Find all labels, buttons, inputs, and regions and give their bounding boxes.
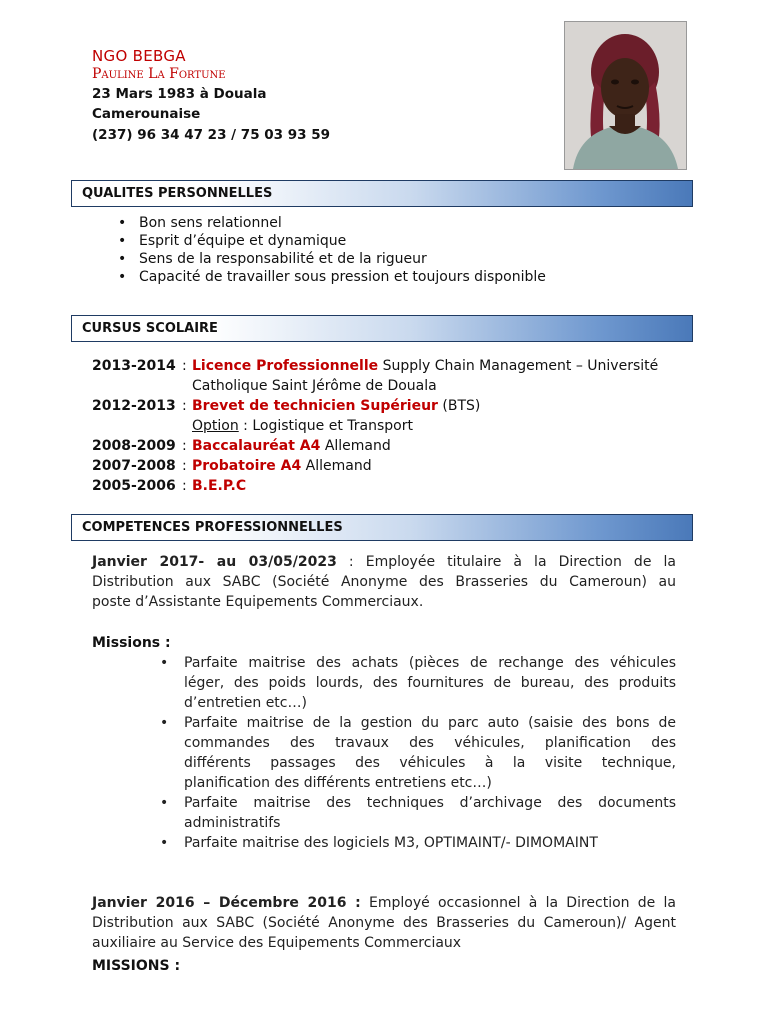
- degree-name: Brevet de technicien Supérieur: [192, 398, 438, 414]
- missions-label: Missions :: [92, 635, 171, 651]
- last-name: NGO BEBGA: [92, 47, 186, 65]
- job-description: auxiliaire au Service des Equipements Commerciaux: [92, 935, 462, 951]
- job-description: Distribution aux SABC (Société Anonyme des Brasseries du Cameroun) au: [92, 574, 676, 590]
- list-item: • Esprit d’équipe et dynamique: [118, 232, 546, 250]
- profile-photo: [564, 21, 687, 170]
- mission-text: léger, des poids lourds, des fournitures de bureau, des produits: [184, 675, 676, 691]
- first-names: Pauline La Fortune: [92, 66, 226, 82]
- separator: :: [182, 478, 187, 494]
- separator: :: [182, 358, 187, 374]
- section-header-cursus: [71, 315, 693, 342]
- education-year: 2007-2008: [92, 458, 176, 474]
- mission-text: administratifs: [184, 815, 281, 831]
- separator: :: [182, 458, 187, 474]
- mission-text: • Parfaite maitrise des techniques d’archivage des documents: [184, 795, 676, 811]
- list-item: • Sens de la responsabilité et de la rigueur: [118, 250, 546, 268]
- degree-detail: Catholique Saint Jérôme de Douala: [192, 378, 437, 394]
- mission-text: planification des différents entretiens etc…): [184, 775, 492, 791]
- mission-text: commandes des travaux des véhicules, planification des: [184, 735, 676, 751]
- section-header-qualites: [71, 180, 693, 207]
- phone-numbers: (237) 96 34 47 23 / 75 03 93 59: [92, 127, 331, 143]
- mission-text: d’entretien etc…): [184, 695, 307, 711]
- education-year: 2012-2013: [92, 398, 176, 414]
- separator: :: [182, 398, 187, 414]
- option-text: : Logistique et Transport: [238, 418, 413, 434]
- degree-detail: Allemand: [301, 458, 372, 474]
- degree-name: Probatoire A4: [192, 458, 302, 474]
- education-year: 2005-2006: [92, 478, 176, 494]
- missions-list: [160, 653, 676, 853]
- education-year: 2013-2014: [92, 358, 176, 374]
- option-label: Option: [192, 418, 239, 434]
- job-description: poste d’Assistante Equipements Commerciaux.: [92, 594, 424, 610]
- separator: :: [182, 438, 187, 454]
- job-period: Janvier 2016 – Décembre 2016 :: [92, 895, 361, 911]
- mission-text: • Parfaite maitrise des achats (pièces de rechange des véhicules: [184, 655, 676, 671]
- job-entry-2: [92, 893, 676, 953]
- mission-text: • Parfaite maitrise des logiciels M3, OPTIMAINT/- DIMOMAINT: [184, 835, 598, 851]
- section-header-competences: [71, 514, 693, 541]
- education-list: [92, 356, 692, 502]
- job-period: Janvier 2017- au 03/05/2023: [92, 554, 337, 570]
- section-title: QUALITES PERSONNELLES: [82, 186, 273, 201]
- list-item: [160, 653, 676, 713]
- section-title: COMPETENCES PROFESSIONNELLES: [82, 520, 343, 535]
- list-item: • Capacité de travailler sous pression et toujours disponible: [118, 268, 546, 286]
- separator: :: [336, 554, 366, 570]
- mission-text: • Parfaite maitrise de la gestion du parc auto (saisie des bons de: [184, 715, 676, 731]
- degree-detail: Allemand: [320, 438, 391, 454]
- section-title: CURSUS SCOLAIRE: [82, 321, 218, 336]
- nationality: Camerounaise: [92, 106, 201, 122]
- job-entry-1: [92, 552, 676, 612]
- job-description: Employée titulaire à la Direction de la: [365, 554, 676, 570]
- job-description: Employé occasionnel à la Direction de la: [360, 895, 676, 911]
- education-year: 2008-2009: [92, 438, 176, 454]
- degree-name: Licence Professionnelle: [192, 358, 379, 374]
- list-item: • Bon sens relationnel: [118, 214, 546, 232]
- list-item: [160, 833, 676, 853]
- list-item: [160, 793, 676, 833]
- degree-name: B.E.P.C: [192, 478, 247, 494]
- degree-detail: Supply Chain Management – Université: [378, 358, 659, 374]
- list-item: [160, 713, 676, 793]
- job-description: Distribution aux SABC (Société Anonyme des Brasseries du Cameroun)/ Agent: [92, 915, 676, 931]
- missions-label-2: MISSIONS :: [92, 958, 181, 974]
- degree-name: Baccalauréat A4: [192, 438, 321, 454]
- birth-info: 23 Mars 1983 à Douala: [92, 86, 267, 102]
- degree-detail: (BTS): [437, 398, 481, 414]
- mission-text: différents passages des véhicules à la visite technique,: [184, 755, 676, 771]
- qualites-list: [118, 214, 546, 286]
